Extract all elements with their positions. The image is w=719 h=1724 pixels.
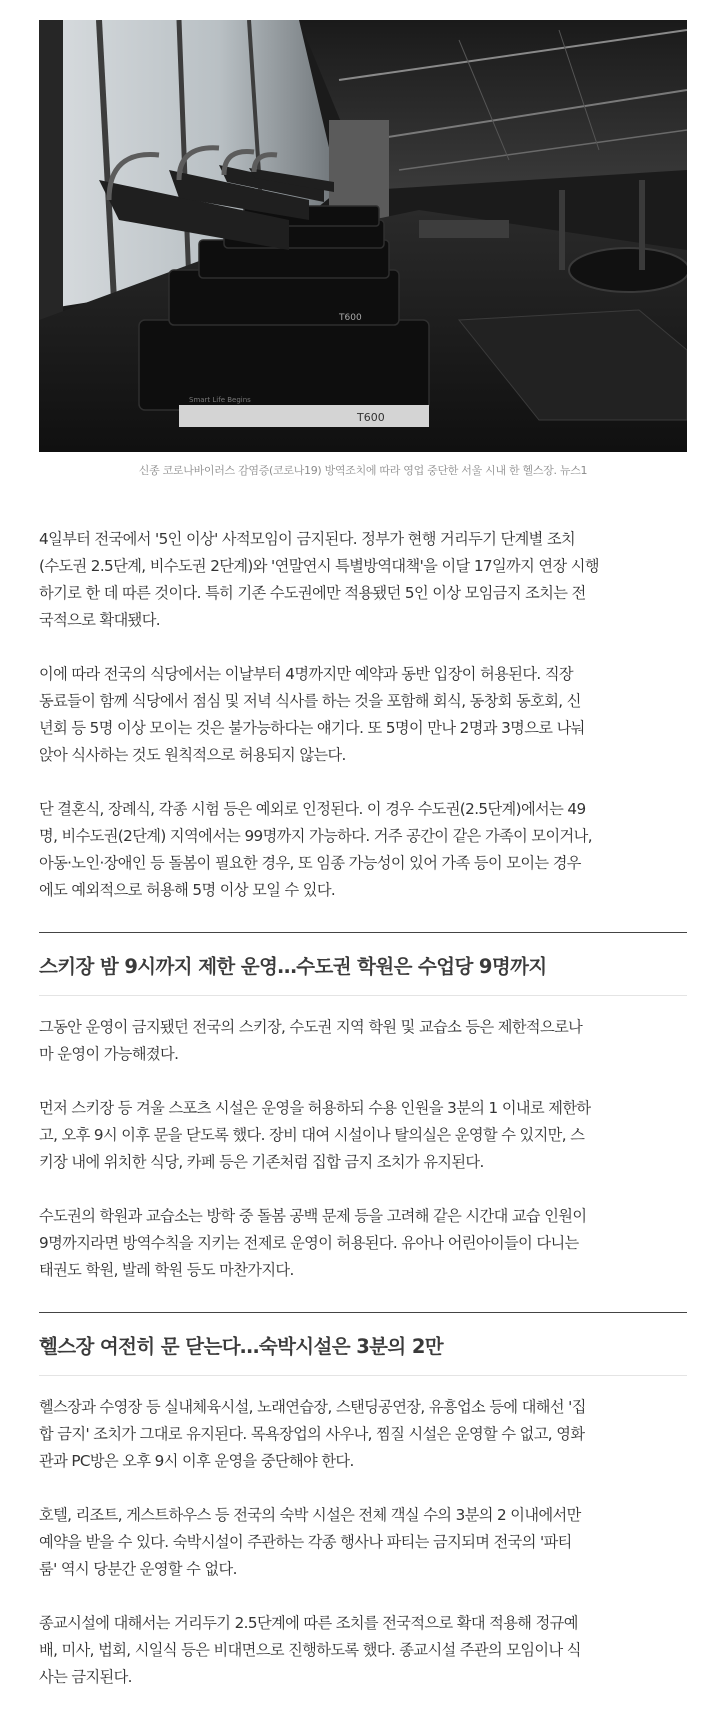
section-ski-academy [39, 932, 687, 1284]
paragraph: 호텔, 리조트, 게스트하우스 등 전국의 숙박 시설은 전체 객실 수의 3분의 2 이내에서만 예약을 받을 수 있다. 숙박시설이 주관하는 각종 행사나 파티는 금지되며 전국의 '파티 룸' 역시 당분간 운영할 수 없다. [39, 1506, 581, 1578]
paragraph: 종교시설에 대해서는 거리두기 2.5단계에 따른 조치를 전국적으로 확대 적용해 정규예 배, 미사, 법회, 시일식 등은 비대면으로 진행하도록 했다. 종교시설 주관의 모임이나 식 사는 금지된다. [39, 1614, 581, 1686]
paragraph: 먼저 스키장 등 겨울 스포츠 시설은 운영을 허용하되 수용 인원을 3분의 1 이내로 제한하 고, 오후 9시 이후 문을 닫도록 했다. 장비 대여 시설이나 탈의실은 운영할 수 있지만, 스 키장 내에 위치한 식당, 카페 등은 기존처럼 집합 금지 조치가 유지된다. [39, 1099, 591, 1171]
section-intro [39, 526, 687, 904]
gym-photo [39, 20, 687, 452]
gym-treadmill-image [39, 20, 687, 452]
paragraph: 4일부터 전국에서 '5인 이상' 사적모임이 금지된다. 정부가 현행 거리두기 단계별 조치 (수도권 2.5단계, 비수도권 2단계)와 '연말연시 특별방역대책'을 이달 17일까지 연장 시행 하기로 한 데 따른 것이다. 특히 기존 수도권에만 적용됐던 5인 이상 모임금지 조치는 전 국적으로 확대됐다. [39, 530, 599, 629]
machine-label: T600 [357, 411, 385, 424]
svg-text:Smart Life Begins: Smart Life Begins [189, 396, 251, 404]
paragraph: 이에 따라 전국의 식당에서는 이날부터 4명까지만 예약과 동반 입장이 허용된다. 직장 동료들이 함께 식당에서 점심 및 저녁 식사를 하는 것을 포함해 회식, 동창회 동호회, 신 년회 등 5명 이상 모이는 것은 불가능하다는 얘기다. 또 5명이 만나 2명과 3명으로 나눠 앉아 식사하는 것도 원칙적으로 허용되지 않는다. [39, 665, 585, 764]
section-heading: 헬스장 여전히 문 닫는다…숙박시설은 3분의 2만 [39, 1335, 444, 1358]
paragraph: 헬스장과 수영장 등 실내체육시설, 노래연습장, 스탠딩공연장, 유흥업소 등에 대해선 '집 합 금지' 조치가 그대로 유지된다. 목욕장업의 사우나, 찜질 시설은 운영할 수 없고, 영화 관과 PC방은 오후 9시 이후 운영을 중단해야 한다. [39, 1398, 586, 1470]
paragraph: 단 결혼식, 장례식, 각종 시험 등은 예외로 인정된다. 이 경우 수도권(2.5단계)에서는 49 명, 비수도권(2단계) 지역에서는 99명까지 가능하다. 거주 공간이 같은 가족이 모이거나, 아동·노인·장애인 등 돌봄이 필요한 경우, 또 임종 가능성이 있어 가족 등이 모이는 경우 에도 예외적으로 허용해 5명 이상 모일 수 있다. [39, 800, 592, 899]
section-heading: 스키장 밤 9시까지 제한 운영…수도권 학원은 수업당 9명까지 [39, 955, 547, 978]
paragraph: 그동안 운영이 금지됐던 전국의 스키장, 수도권 지역 학원 및 교습소 등은 제한적으로나 마 운영이 가능해졌다. [39, 1018, 583, 1063]
photo-caption: 신종 코로나바이러스 감염증(코로나19) 방역조치에 따라 영업 중단한 서울 시내 한 헬스장. 뉴스1 [138, 464, 588, 477]
svg-text:T600: T600 [339, 313, 362, 323]
section-gym-lodging [39, 1312, 687, 1691]
article [39, 20, 687, 1691]
paragraph: 수도권의 학원과 교습소는 방학 중 돌봄 공백 문제 등을 고려해 같은 시간대 교습 인원이 9명까지라면 방역수칙을 지키는 전제로 운영이 허용된다. 유아나 어린아이들이 다니는 태권도 학원, 발레 학원 등도 마찬가지다. [39, 1207, 587, 1279]
